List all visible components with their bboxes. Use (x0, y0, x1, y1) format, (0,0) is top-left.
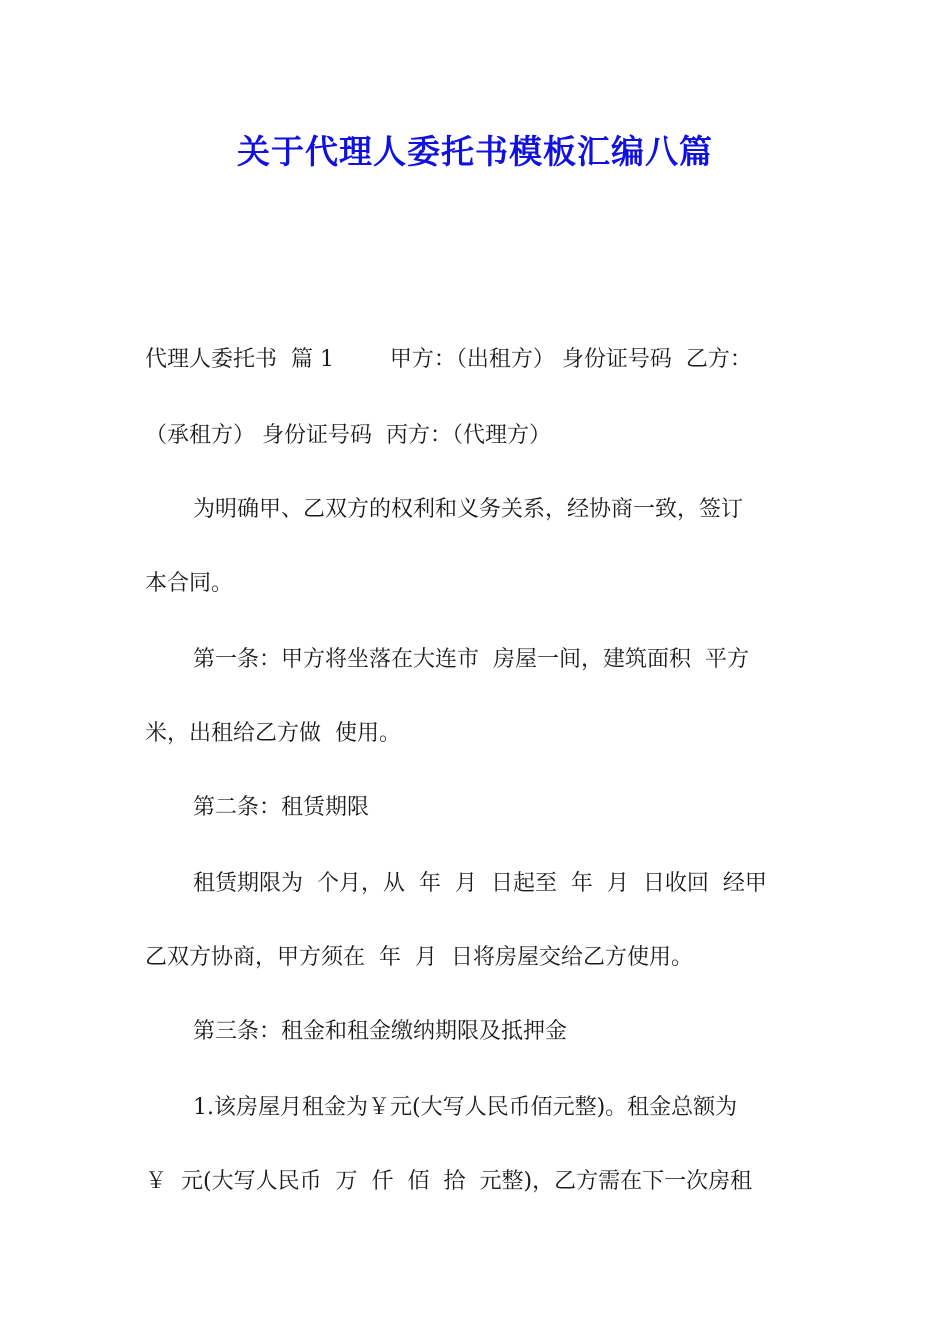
text-line: 为明确甲、乙双方的权利和义务关系，经协商一致，签订 (193, 497, 744, 522)
text-line: 第一条：甲方将坐落在大连市 房屋一间，建筑面积 平方 (193, 647, 749, 672)
text-line: 米，出租给乙方做 使用。 (145, 721, 401, 746)
text-line: 1.该房屋月租金为￥元(大写人民币佰元整)。租金总额为 (193, 1095, 738, 1120)
text-line: 第三条：租金和租金缴纳期限及抵押金 (193, 1019, 568, 1044)
text-line: （承租方） 身份证号码 丙方：（代理方） (145, 423, 551, 448)
text-line: 乙双方协商，甲方须在 年 月 日将房屋交给乙方使用。 (145, 945, 693, 970)
text-line: ￥ 元(大写人民币 万 仟 佰 拾 元整)，乙方需在下一次房租 (145, 1169, 753, 1194)
text-line: 本合同。 (145, 571, 234, 596)
text-line: 租赁期限为 个月，从 年 月 日起至 年 月 日收回 经甲 (193, 871, 767, 896)
document-title: 关于代理人委托书模板汇编八篇 (237, 132, 713, 171)
text-line: 代理人委托书 篇 1 甲方：（出租方） 身份证号码 乙方： (145, 347, 752, 372)
text-line: 第二条：租赁期限 (193, 795, 370, 820)
